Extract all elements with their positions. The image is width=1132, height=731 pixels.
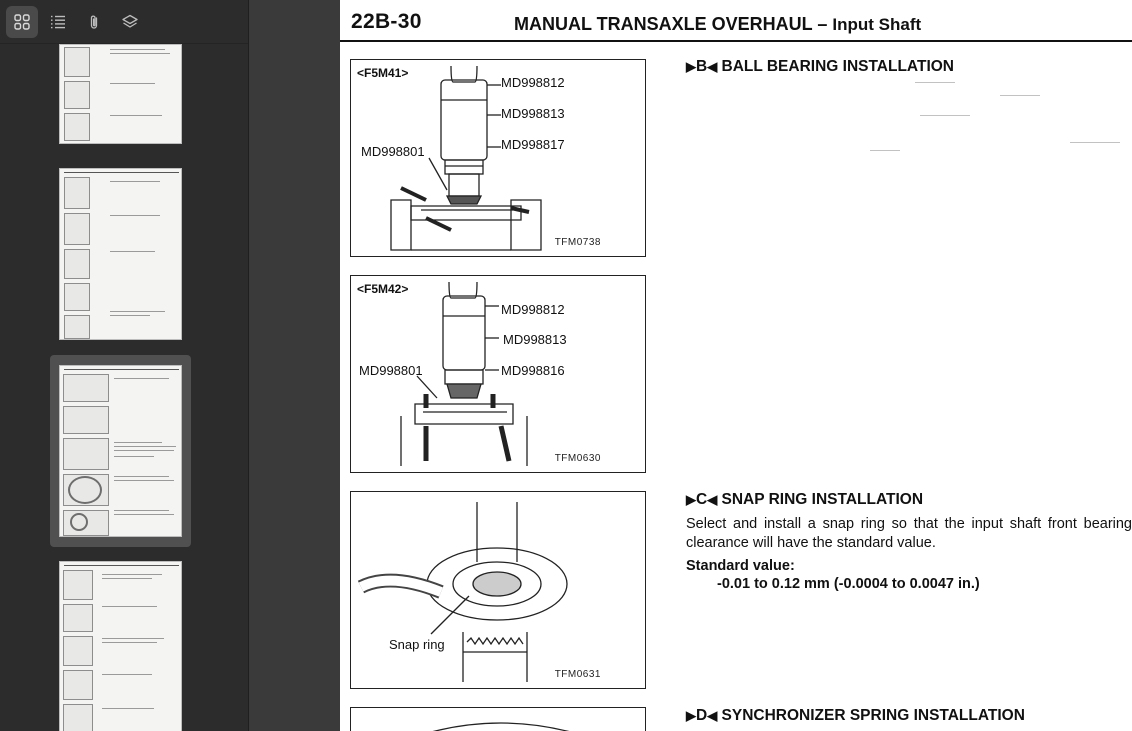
section-title: SYNCHRONIZER SPRING INSTALLATION [721, 707, 1025, 724]
outline-view-button[interactable] [42, 6, 74, 38]
scan-artifact [1000, 95, 1040, 96]
tool-label: MD998813 [503, 332, 567, 347]
layers-view-button[interactable] [114, 6, 146, 38]
marker-left-icon: ▶ [686, 492, 696, 507]
scan-artifact [915, 82, 955, 83]
standard-value-label: Standard value: [686, 558, 795, 574]
section-letter: B [696, 58, 708, 75]
layers-icon [121, 13, 139, 31]
tool-label: MD998801 [359, 363, 423, 378]
figure-code: TFM0631 [554, 669, 601, 680]
pdf-page [340, 0, 1132, 731]
section-letter: D [696, 707, 708, 724]
standard-value: -0.01 to 0.12 mm (-0.0004 to 0.0047 in.) [717, 576, 980, 592]
page-thumbnail[interactable] [59, 44, 182, 144]
page-thumbnail-current[interactable] [59, 365, 182, 537]
section-title: BALL BEARING INSTALLATION [721, 58, 955, 75]
tool-label: MD998801 [361, 144, 425, 159]
marker-right-icon: ◀ [707, 708, 718, 723]
page-thumbnail[interactable] [59, 561, 182, 731]
tool-label: MD998813 [501, 106, 565, 121]
figure-tag: <F5M41> [357, 66, 409, 80]
marker-left-icon: ▶ [686, 59, 696, 74]
scan-artifact [1070, 142, 1120, 143]
tool-label: MD998816 [501, 363, 565, 378]
section-d-heading [686, 707, 1025, 725]
figure-synchronizer-spring [350, 707, 646, 731]
sidebar-toolbar [0, 0, 248, 44]
tool-label: MD998812 [501, 75, 565, 90]
snap-ring-illustration [351, 492, 647, 690]
grid-icon [13, 13, 31, 31]
list-icon [49, 13, 67, 31]
sidebar [0, 0, 249, 731]
tool-label: MD998817 [501, 137, 565, 152]
snap-ring-label: Snap ring [389, 637, 445, 652]
figure-tag: <F5M42> [357, 282, 409, 296]
marker-right-icon: ◀ [707, 492, 718, 507]
document-viewer[interactable] [250, 0, 1132, 731]
page-thumbnail[interactable] [59, 168, 182, 340]
tool-illustration [351, 60, 647, 258]
page-title [514, 14, 921, 35]
synchronizer-illustration [351, 708, 647, 731]
scan-artifact [870, 150, 900, 151]
marker-right-icon: ◀ [707, 59, 718, 74]
section-c-text: Select and install a snap ring so that the input shaft front bearing clearance will have the standard value. [686, 516, 1132, 551]
marker-left-icon: ▶ [686, 708, 696, 723]
title-sub: Input Shaft [832, 15, 922, 34]
figure-snap-ring [350, 491, 646, 689]
figure-f5m41 [350, 59, 646, 257]
page-code: 22B-30 [351, 10, 422, 33]
tool-label: MD998812 [501, 302, 565, 317]
figure-code: TFM0738 [554, 237, 601, 248]
attachments-view-button[interactable] [78, 6, 110, 38]
section-c-heading [686, 491, 923, 509]
section-title: SNAP RING INSTALLATION [721, 491, 924, 508]
thumbnails-view-button[interactable] [6, 6, 38, 38]
title-main: MANUAL TRANSAXLE OVERHAUL [514, 14, 813, 34]
section-b-heading [686, 58, 954, 76]
section-letter: C [696, 491, 708, 508]
title-dash: – [812, 14, 833, 34]
paperclip-icon [85, 13, 103, 31]
figure-code: TFM0630 [554, 453, 601, 464]
page-header [340, 0, 1132, 42]
scan-artifact [920, 115, 970, 116]
figure-f5m42 [350, 275, 646, 473]
